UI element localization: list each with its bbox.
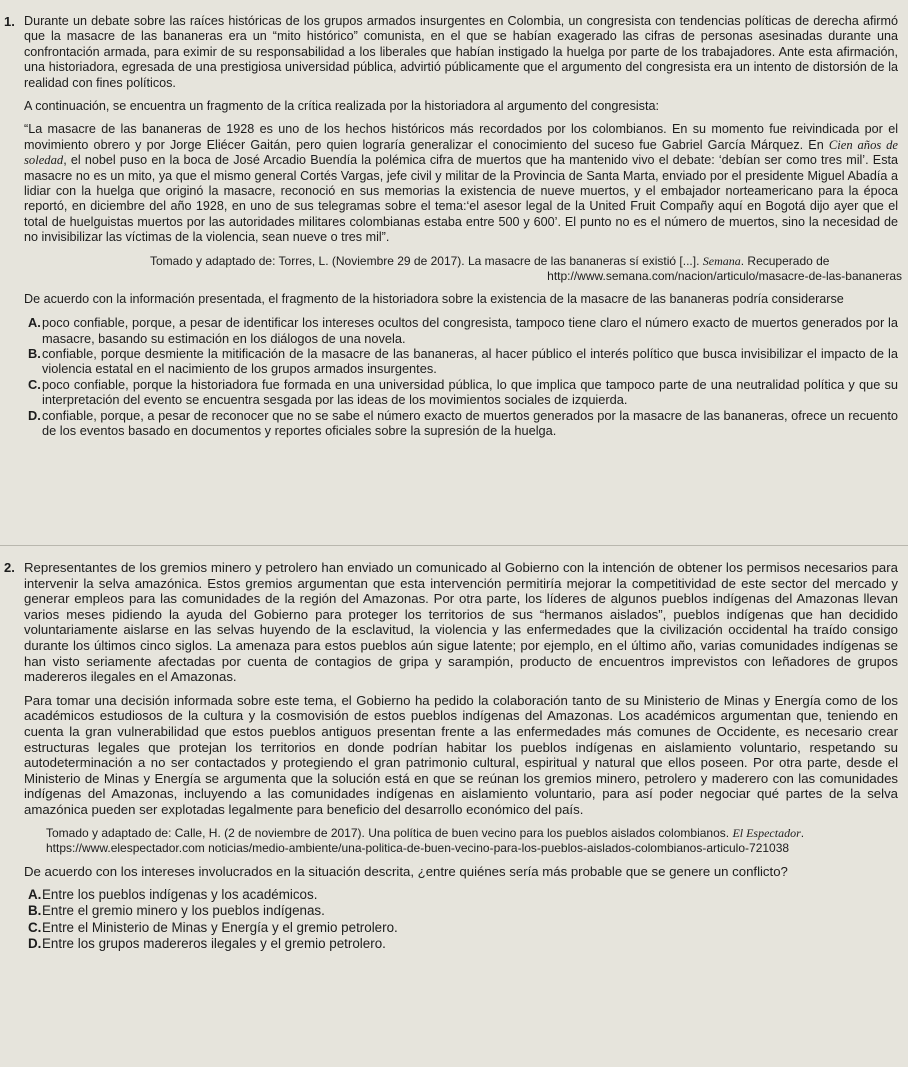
- option-d[interactable]: [28, 936, 898, 952]
- quote-part-a: “La masacre de las bananeras de 1928 es uno de los hechos históricos más recordados por los colombianos. En su momento fue reivindicada por el movimiento obrero y por Jorge Eliécer Gaitán, pero quien lograría generalizar el conocimiento del suceso fue Gabriel García Márquez. En: [24, 122, 898, 152]
- option-text: Entre el Ministerio de Minas y Energía y el gremio petrolero.: [42, 919, 398, 935]
- option-text: Entre el gremio minero y los pueblos indígenas.: [42, 903, 325, 919]
- citation-url: http://www.semana.com/nacion/articulo/masacre-de-las-bananeras: [547, 268, 902, 283]
- option-letter: C.: [28, 919, 42, 935]
- option-letter: A.: [28, 887, 42, 903]
- source-citation: [150, 254, 902, 284]
- citation-tail: .: [800, 825, 805, 840]
- citation-text: Tomado y adaptado de: Calle, H. (2 de noviembre de 2017). Una política de buen vecino para los pueblos aislados colombianos.: [46, 825, 733, 840]
- option-text: poco confiable, porque la historiadora fue formada en una universidad pública, lo que implica que tampoco parte de una neutralidad política y que su interpretación del evento se encuentra sesgada por las ideas de los movimientos sociales de izquierda.: [42, 376, 898, 408]
- citation-url: https://www.elespectador.com noticias/medio-ambiente/una-politica-de-buen-vecino-para-los-pueblos-aislados-colombianos-articulo-721038: [46, 840, 790, 855]
- citation-text: Tomado y adaptado de: Torres, L. (Noviembre 29 de 2017). La masacre de las bananeras sí existió [...].: [150, 253, 703, 268]
- option-text: Entre los pueblos indígenas y los académicos.: [42, 887, 318, 903]
- section-divider: [0, 545, 908, 546]
- context-paragraph-1: Representantes de los gremios minero y petrolero han enviado un comunicado al Gobierno con la intención de obtener los permisos necesarios para intervenir la selva amazónica. Estos gremios argumentan que esta intervención permitiría mejorar la competitividad de este sector del mercado y generar empleos para las comunidades de la región del Amazonas. Por otra parte, los líderes de algunos pueblos indígenas del Amazonas llevan varios meses pidiendo la ayuda del Gobierno para proteger los territorios de sus “hermanos aislados”, pueblos indígenas que han decidido voluntariamente aislarse en las selvas huyendo de la esclavitud, la violencia y las enfermedades que la civilización occidental ha traído consigo durante los últimos cinco siglos. La amenaza para estos pueblos aún sigue latente; por ejemplo, en el último año, varias comunidades indígenas se han visto seriamente afectadas por cuenta de contagios de gripa y sarampión, producto de encuentros imprevistos con leñadores de grupos madereros ilegales en el Amazonas.: [24, 560, 898, 685]
- fragment-lead: A continuación, se encuentra un fragmento de la crítica realizada por la historiadora al argumento del congresista:: [24, 99, 659, 114]
- option-text: confiable, porque, a pesar de reconocer que no se sabe el número exacto de muertos generados por la masacre de las bananeras, ofrece un recuento de los eventos basado en documentos y reportes oficiales sobre la supresión de la huelga.: [42, 407, 898, 438]
- question-number: 2.: [4, 560, 15, 575]
- quote-part-b: , el nobel puso en la boca de José Arcadio Buendía la polémica cifra de muertos que ha mantenido vivo el debate: ‘debían ser como tres mil’. Esta masacre no es un mito, ya que el mismo general Cortés Vargas, jefe civil y militar de la Provincia de Santa Marta, enviado por el presidente Miguel Abadía a lidiar con la huelga que originó la masacre, reconoció en sus memorias la existencia de nueve muertos, y el embajador norteamericano para la época reportó, en diciembre del año 1928, en uno de sus telegramas sobre el tema:‘el asesor legal de la United Fruit Compañy aquí en Bogotá dijo ayer que el total de huelguistas muertos por las autoridades militares colombianas estaba entre 500 y 600’. El punto no es el número de muertos, sino la necesidad de no invisibilizar las víctimas de la violencia, sean nueve o tres mil”.: [24, 153, 898, 245]
- option-letter: A.: [28, 315, 41, 331]
- option-text: confiable, porque desmiente la mitificación de la masacre de las bananeras, al hacer público el interés político que busca invisibilizar el impacto de la violencia estatal en el nacimiento de los grupos armados insurgentes.: [42, 345, 898, 377]
- option-c[interactable]: [28, 377, 898, 408]
- answer-options: [28, 315, 898, 438]
- question-1: [0, 14, 908, 438]
- source-citation: [46, 826, 902, 856]
- option-b[interactable]: [28, 903, 898, 919]
- option-b[interactable]: [28, 346, 898, 377]
- citation-source: El Espectador: [732, 825, 801, 840]
- citation-tail: . Recuperado de: [740, 253, 830, 268]
- option-a[interactable]: [28, 887, 898, 903]
- option-d[interactable]: [28, 408, 898, 439]
- option-text: poco confiable, porque, a pesar de identificar los intereses ocultos del congresista, tampoco tiene claro el número exacto de muertos generados por la masacre, basando su estimación en los diálogos de una novela.: [42, 315, 898, 346]
- option-letter: C.: [28, 376, 41, 392]
- question-number: 1.: [4, 14, 15, 29]
- option-letter: B.: [28, 903, 42, 919]
- question-2: [0, 560, 908, 952]
- historian-quote: [24, 122, 898, 245]
- book-title: Cien años de soledad: [24, 137, 898, 168]
- citation-source: Semana: [702, 253, 741, 268]
- question-intro: Durante un debate sobre las raíces históricas de los grupos armados insurgentes en Colombia, un congresista con tendencias políticas de derecha afirmó que la masacre de las bananeras era un “mito histórico” comunista, en el que se habían exagerado las cifras de personas asesinadas durante una confrontación armada, para eximir de su responsabilidad a los liberales que habían instigado la huelga por parte de los trabajadores. Ante esta afirmación, una historiadora, egresada de una prestigiosa universidad pública, advirtió públicamente que el argumento del congresista era un intento de distorsión de la realidad con fines políticos.: [24, 14, 898, 90]
- option-letter: B.: [28, 345, 41, 361]
- option-letter: D.: [28, 935, 42, 951]
- option-a[interactable]: [28, 315, 898, 346]
- question-stem: De acuerdo con los intereses involucrados en la situación descrita, ¿entre quiénes sería más probable que se genere un conflicto?: [24, 863, 788, 879]
- context-paragraph-2: Para tomar una decisión informada sobre este tema, el Gobierno ha pedido la colaboración tanto de su Ministerio de Minas y Energía como de los académicos estudiosos de la cultura y la cosmovisión de estos pueblos indígenas del Amazonas. Los académicos argumentan que, teniendo en cuenta la gran vulnerabilidad que estos pueblos antiguos presentan frente a las enfermedades más comunes de Occidente, es necesario crear estructuras legales que protejan los territorios en donde podrían habitar los pueblos indígenas en aislamiento voluntario, respetando su autodeterminación a no ser contactados y protegiendo el gran patrimonio cultural, espiritual y natural que ellos poseen. Por otra parte, desde el Ministerio de Minas y Energía se argumenta que la solución está en que se reúnan los gremios minero, petrolero y maderero con las comunidades indígenas del Amazonas, incluyendo a las comunidades indígenas en aislamiento voluntario, para así poder negociar qué partes de la selva amazónica pueden ser explotadas legalmente para beneficio del desarrollo económico del país.: [24, 692, 898, 817]
- option-text: Entre los grupos madereros ilegales y el gremio petrolero.: [42, 935, 386, 951]
- question-stem: De acuerdo con la información presentada, el fragmento de la historiadora sobre la existencia de la masacre de las bananeras podría considerarse: [24, 291, 844, 306]
- option-letter: D.: [28, 407, 41, 423]
- answer-options: [28, 887, 898, 952]
- option-c[interactable]: [28, 920, 898, 936]
